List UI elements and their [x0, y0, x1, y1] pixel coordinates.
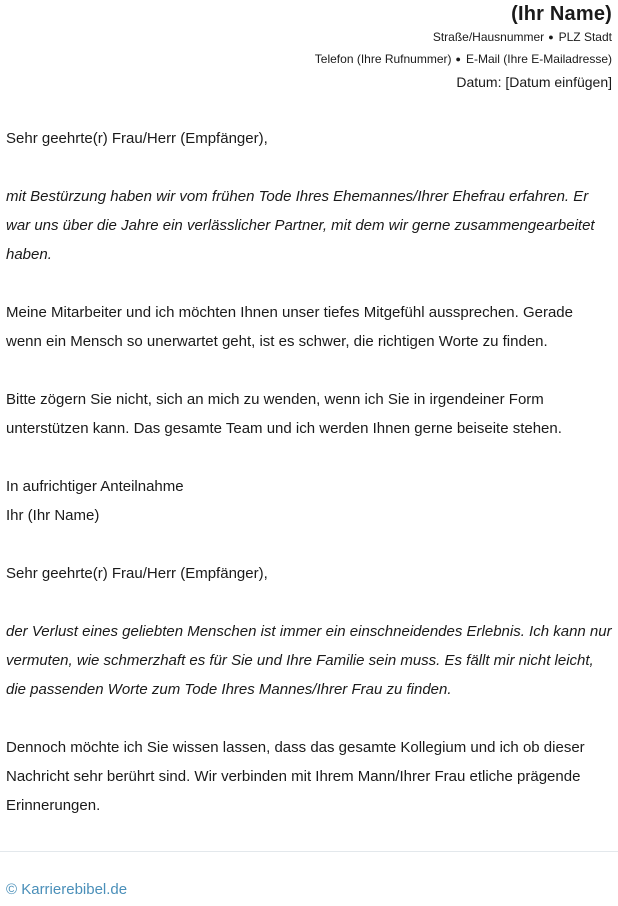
contact-line: [6, 48, 612, 70]
salutation-first-letter: Sehr geehrte(r) Frau/Herr (Empfänger),: [6, 130, 268, 147]
footer-divider: [0, 851, 618, 852]
bullet-separator-icon: ●: [455, 54, 461, 64]
signature-line: Ihr (Ihr Name): [6, 507, 100, 524]
closing-formula: In aufrichtiger Anteilnahme: [6, 478, 184, 495]
karrierebibel-link[interactable]: © Karrierebibel.de: [6, 881, 128, 898]
condolence-paragraph-second-letter: der Verlust eines geliebten Menschen ist immer ein einschneidendes Erlebnis. Ich kann nur vermuten, wie schmerzhaft es für Sie und Ihre Familie sein muss. Es fällt mir nicht leicht, die passenden Worte zum Tode Ihres Mannes/Ihrer Frau zu finden.: [6, 623, 612, 698]
sympathy-paragraph-second-letter: Dennoch möchte ich Sie wissen lassen, dass das gesamte Kollegium und ich ob dieser Nachricht sehr berührt sind. Wir verbinden mit Ihrem Mann/Ihrer Frau etliche prägende Erinnerungen.: [6, 739, 585, 814]
sympathy-paragraph-first-letter: Meine Mitarbeiter und ich möchten Ihnen unser tiefes Mitgefühl aussprechen. Gerade wenn ein Mensch so unerwartet geht, ist es schwer, die richtigen Worte zu finden.: [6, 304, 573, 350]
address-line: [6, 26, 612, 48]
bullet-separator-icon: ●: [548, 32, 554, 42]
condolence-paragraph-first-letter: mit Bestürzung haben wir vom frühen Tode Ihres Ehemannes/Ihrer Ehefrau erfahren. Er war uns über die Jahre ein verlässlicher Partner, mit dem wir gerne zusammengearbeitet haben.: [6, 188, 595, 263]
letter-body: [6, 124, 612, 820]
street-text: Straße/Hausnummer: [432, 30, 545, 44]
city-text: PLZ Stadt: [558, 30, 612, 44]
phone-text: Telefon (Ihre Rufnummer): [314, 52, 452, 66]
salutation-second-letter: Sehr geehrte(r) Frau/Herr (Empfänger),: [6, 565, 268, 582]
date-line: Datum: [Datum einfügen]: [456, 74, 612, 90]
sender-name: (Ihr Name): [511, 3, 612, 25]
email-text: E-Mail (Ihre E-Mailadresse): [465, 52, 612, 66]
letterhead: [6, 2, 612, 94]
support-paragraph-first-letter: Bitte zögern Sie nicht, sich an mich zu wenden, wenn ich Sie in irgendeiner Form unterstützen kann. Das gesamte Team und ich werden Ihnen gerne beiseite stehen.: [6, 391, 562, 437]
